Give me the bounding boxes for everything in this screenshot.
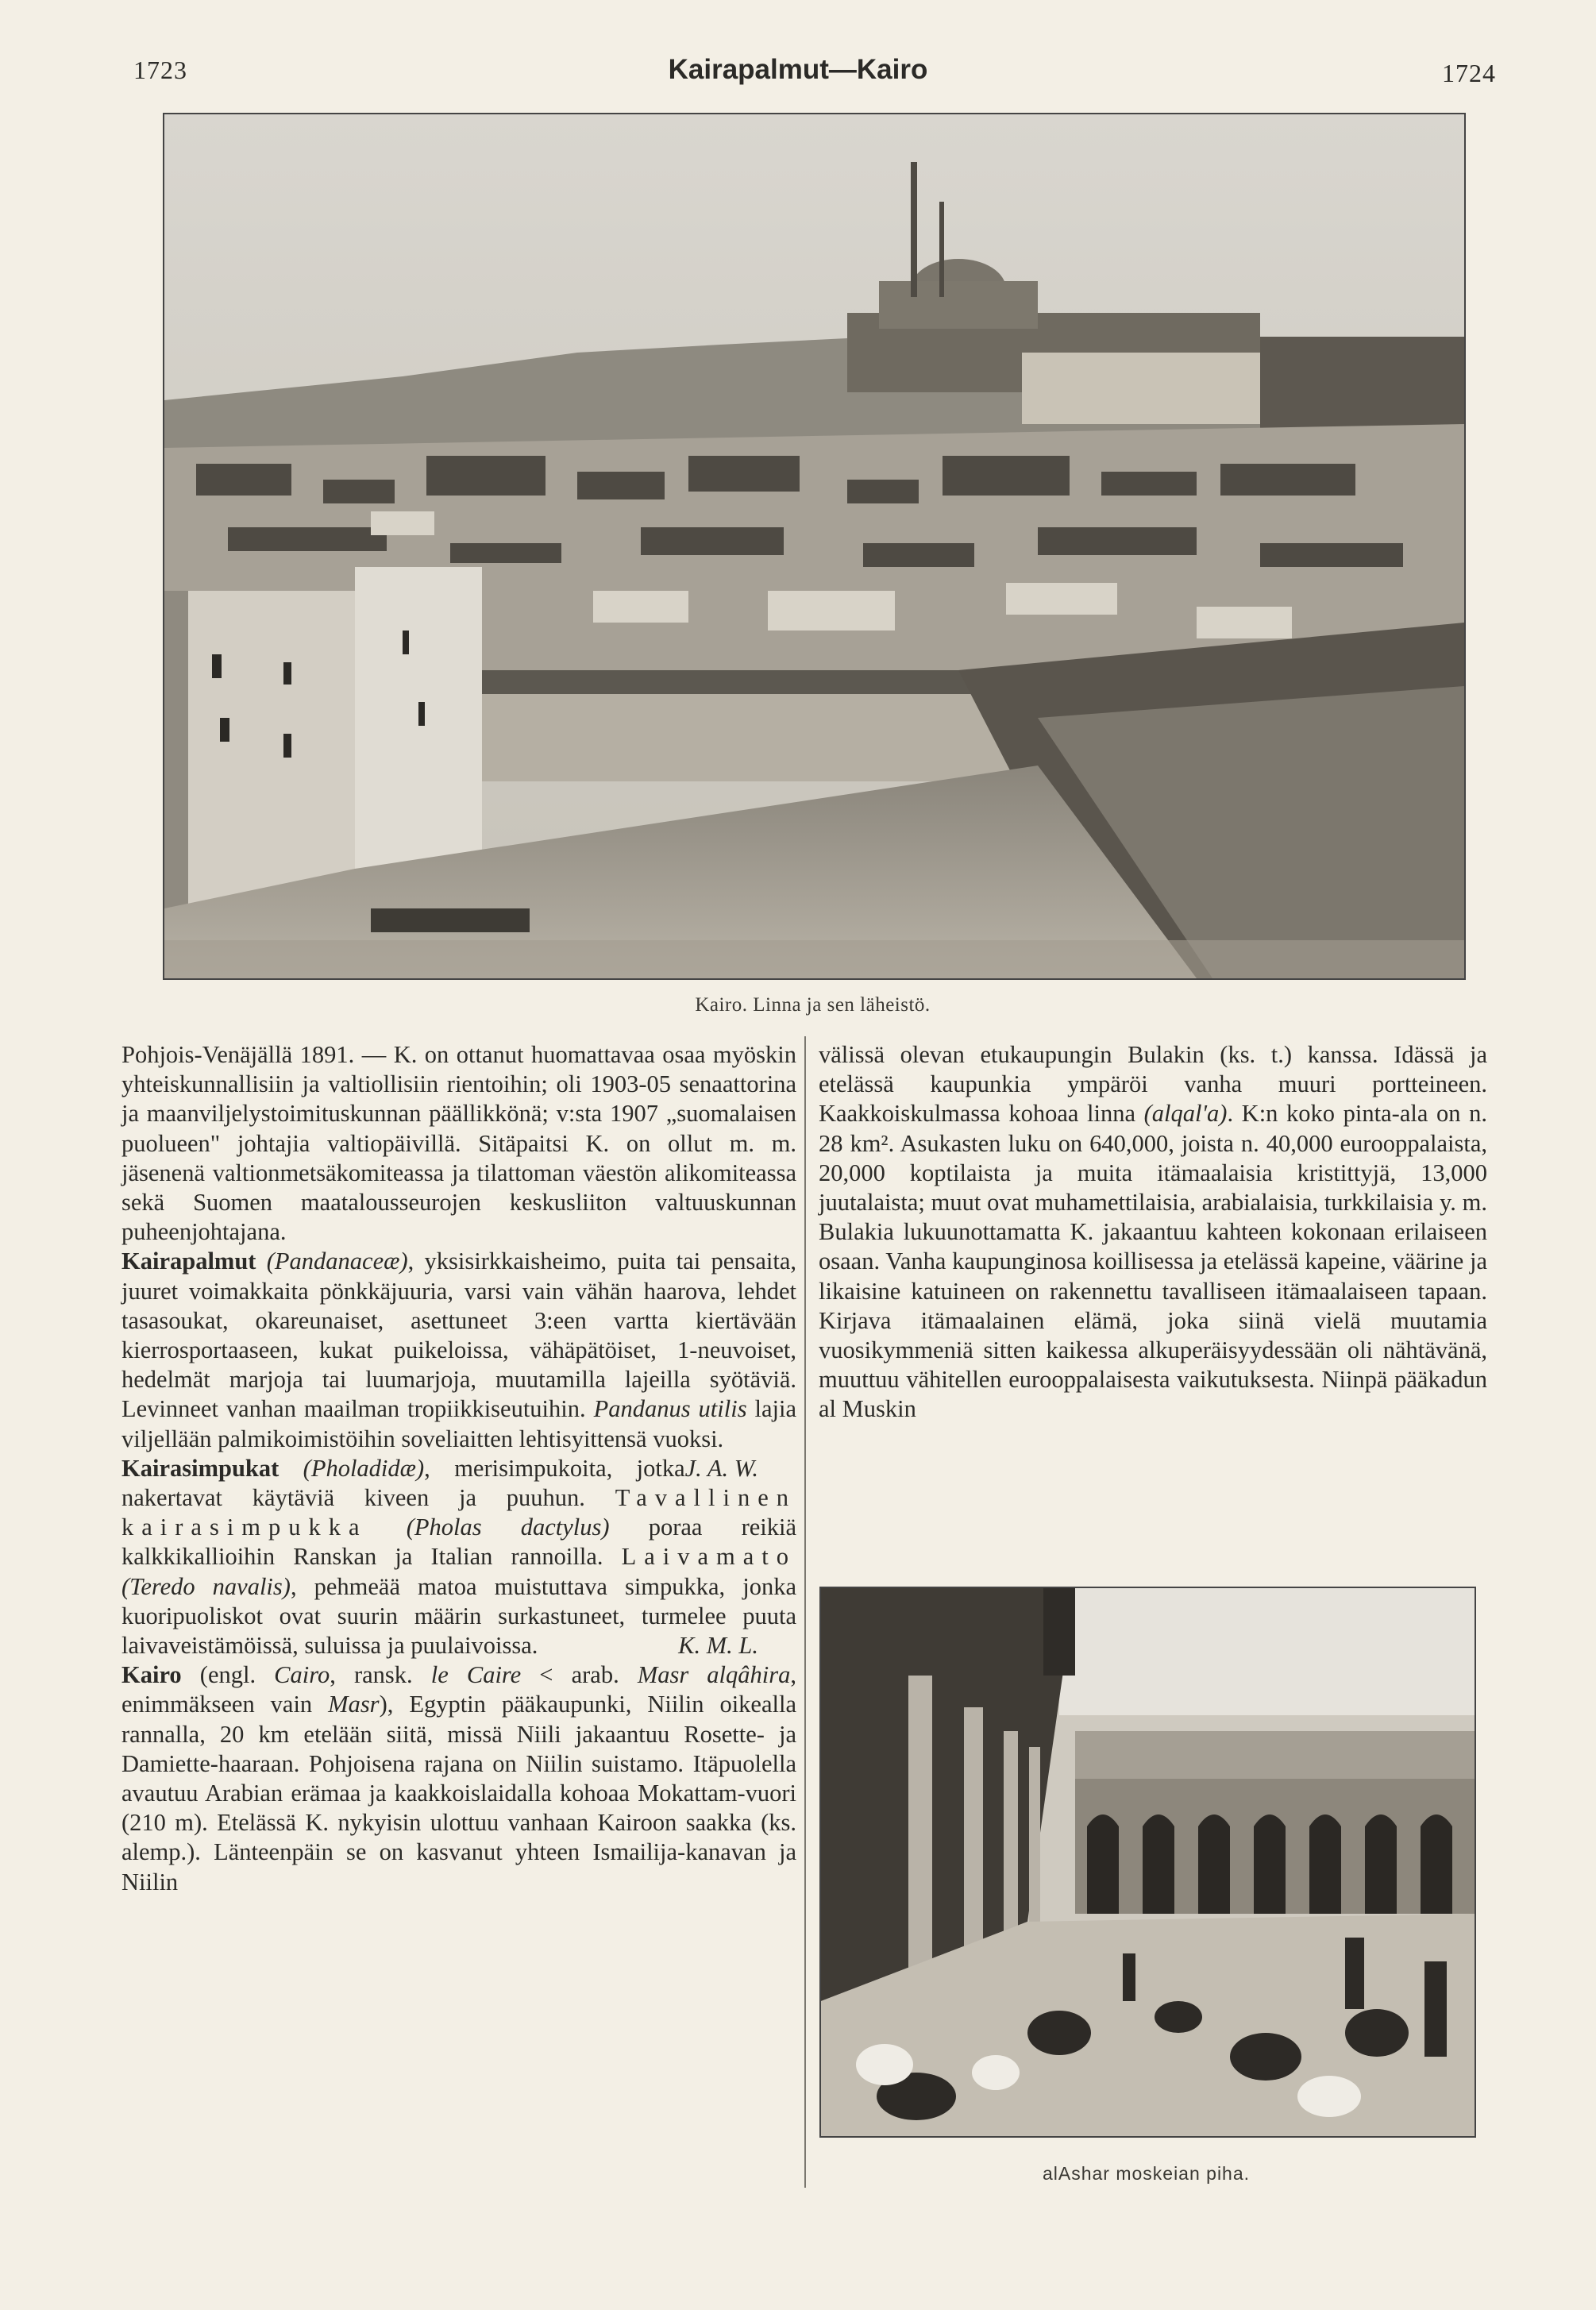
figure-caption-mosque: alAshar moskeian piha. [1042,2163,1251,2184]
right-column [819,1040,1487,1425]
paragraph-continuation: Pohjois-Venäjällä 1891. — K. on ottanut huomattavaa osaa myöskin yhteiskunnallisiin ja valtiollisiin rientoihin; oli 1903-05 senaattorina ja maanviljelystoimituskunnan päällikkönä; v:sta 1907 „suomalaisen puolueen" johtajia valtiopäivillä. Sitäpaitsi K. on ollut m. m. jäsenenä valtionmetsäkomiteassa ja tilattoman väestön alikomiteassa sekä Suomen maatalousseurojen keskusliiton valtuuskunnan puheenjohtajana. [121,1041,796,1246]
headword: Kairapalmut [121,1248,256,1275]
headword: Kairo [121,1661,182,1689]
cairo-citadel-photo [163,113,1466,980]
headword: Kairasimpukat [121,1454,279,1482]
entry-kairapalmut: Kairapalmut (Pandanaceæ), yksisirkkaisheimo, puita tai pensaita, juuret voimakkaita pönkkäjuuria, varsi vain vähän haarova, lehdet tasasoukat, okareunaiset, asettuneet 3:een vartta kiertävään kierrosportaaseen, kukat puikeloissa, vähäpätöiset, 1-neuvoiset, hedelmät marjoja tai luumarjoja, muutamilla lajeilla syötäviä. Levinneet vanhan maailman tropiikkiseutuihin. Pandanus utilis lajia viljellään palmikoimistöihin soveliaitten lehtisyittensä vuoksi. J. A. W. [121,1247,796,1453]
left-column [121,1040,796,1897]
mosque-courtyard-photo [819,1587,1476,2138]
author-signature: K. M. L. [678,1632,758,1660]
running-header [0,52,1596,92]
running-title: Kairapalmut—Kairo [668,54,928,85]
column-divider [804,1036,806,2188]
author-signature: J. A. W. [684,1454,758,1482]
entry-kairo-continued: välissä olevan etukaupungin Bulakin (ks. t.) kanssa. Idässä ja etelässä kaupunkia ympäröi vanha muuri portteineen. Kaakkoiskulmassa kohoaa linna (alqal'a). K:n koko pinta-ala on n. 28 km². Asukasten luku on 640,000, joista n. 40,000 eurooppalaista, 20,000 koptilaista ja muita itämaalaisia kristittyjä, 13,000 juutalaista; muut ovat muhamettilaisia, arabialaisia, turkkilaisia y. m. Bulakia lukuunottamatta K. jakaantuu kahteen kokonaan erilaiseen osaan. Vanha kaupunginosa koillisessa ja etelässä kapeine, väärine ja likaisine katuineen on rakennettu tavalliseen itämaalaiseen tapaan. Kirjava itämaalainen elämä, joka siinä vielä muutamia vuosikymmeniä sitten kaikessa alkuperäisyydessään oli nähtävänä, muuttuu vähitellen eurooppalaisesta vaikutuksesta. Niinpä pääkadun al Muskin [819,1041,1487,1423]
page-number-left: 1723 [133,56,187,84]
page-number-right: 1724 [1442,59,1496,87]
entry-kairo: Kairo (engl. Cairo, ransk. le Caire < arab. Masr alqâhira, enimmäkseen vain Masr), Egyptin pääkaupunki, Niilin oikealla rannalla, 20 km etelään siitä, missä Niili jakaantuu Rosette- ja Damiette-haaraan. Pohjoisena rajana on Niilin suistamo. Itäpuolella avautuu Arabian erämaa ja kaakkoislaidalla kohoaa Mokattam-vuori (210 m). Etelässä K. nykyisin ulottuu vanhaan Kairoon saakka (ks. alemp.). Länteenpäin se on kasvanut yhteen Ismailija-kanavan ja Niilin [121,1661,796,1895]
entry-kairasimpukat: Kairasimpukat (Pholadidæ), merisimpukoita, jotka nakertavat käytäviä kiveen ja puuhun. Tavallinen kairasimpukka (Pholas dactylus) poraa reikiä kalkkikallioihin Ranskan ja Italian rannoilla. Laivamato (Teredo navalis), pehmeää matoa muistuttava simpukka, jonka kuoripuoliskot ovat suurin määrin surkastuneet, turmelee puuta laivaveistämöissä, suluissa ja puulaivoissa. K. M. L. [121,1454,796,1660]
figure-caption-citadel: Kairo. Linna ja sen läheistö. [695,994,931,1016]
